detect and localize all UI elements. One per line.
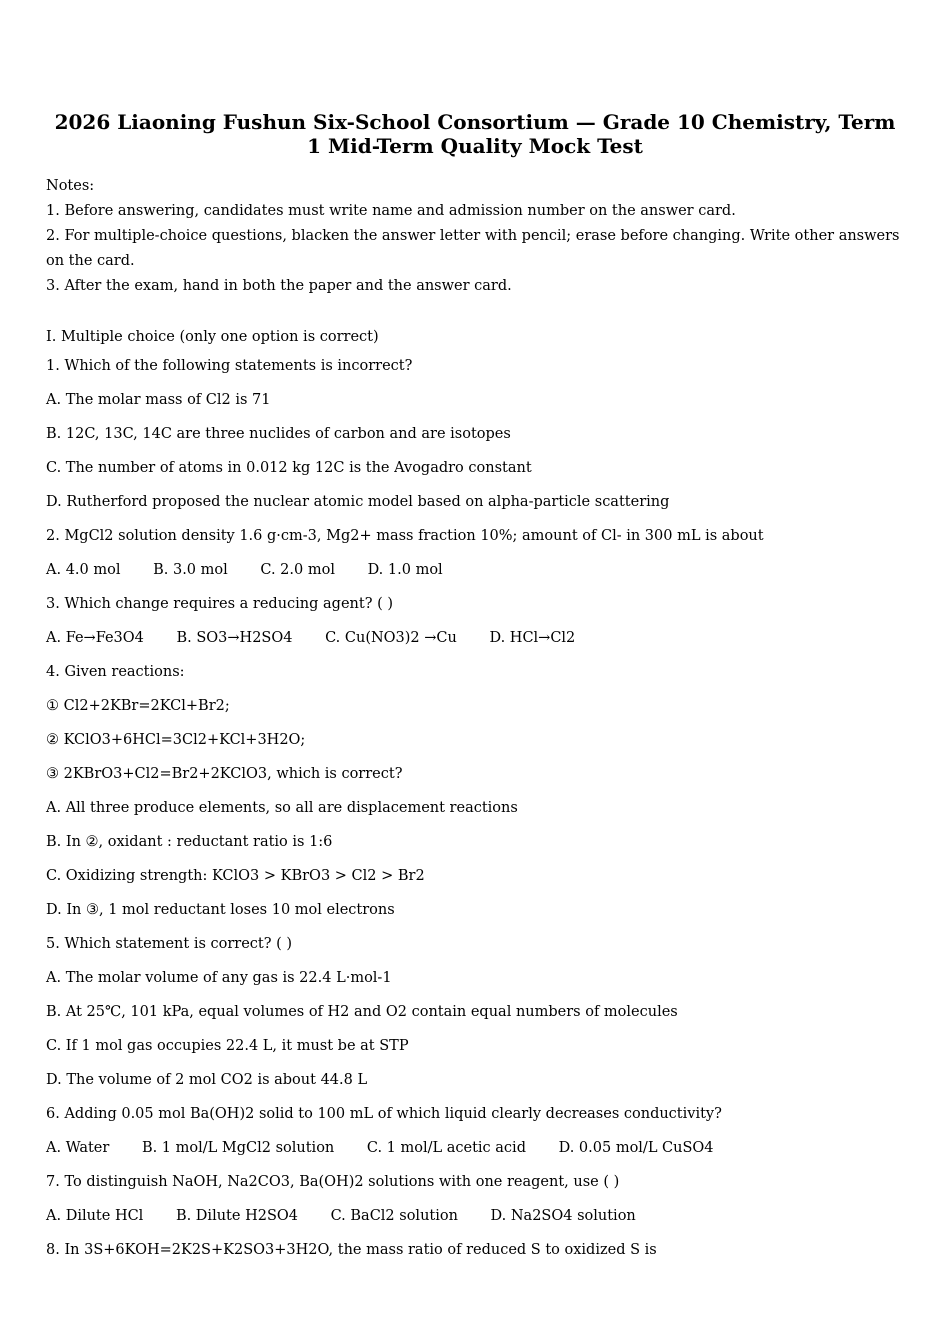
question-stem: 1. Which of the following statements is incorrect? [46,358,413,374]
question-options-row [46,1131,904,1165]
question-stem: 7. To distinguish NaOH, Na2CO3, Ba(OH)2 solutions with one reagent, use ( ) [46,1174,620,1190]
section-heading: I. Multiple choice (only one option is correct) [46,329,379,345]
question-option: D. The volume of 2 mol CO2 is about 44.8 L [46,1072,368,1088]
exam-title: 2026 Liaoning Fushun Six-School Consortium — Grade 10 Chemistry, Term 1 Mid-Term Quality Mock Test [54,110,896,158]
question-option: C. If 1 mol gas occupies 22.4 L, it must be at STP [46,1038,409,1054]
question-option: D. 0.05 mol/L CuSO4 [558,1140,714,1156]
notice-item: 1. Before answering, candidates must write name and admission number on the answer card. [46,203,736,219]
question-option: B. 1 mol/L MgCl2 solution [141,1140,335,1156]
question-option: C. Oxidizing strength: KClO3 > KBrO3 > Cl2 > Br2 [46,868,425,884]
question-option: D. Rutherford proposed the nuclear atomic model based on alpha-particle scattering [46,494,670,510]
question-option: C. BaCl2 solution [330,1208,458,1224]
question-option: B. Dilute H2SO4 [175,1208,298,1224]
reaction-line: ③ 2KBrO3+Cl2=Br2+2KClO3, which is correct? [46,766,403,782]
question-option: A. 4.0 mol [46,562,121,578]
question-options-row [46,1199,904,1233]
question-option: C. 1 mol/L acetic acid [366,1140,526,1156]
notice-item: 3. After the exam, hand in both the paper and the answer card. [46,278,512,294]
question-option: B. At 25℃, 101 kPa, equal volumes of H2 and O2 contain equal numbers of molecules [46,1004,678,1020]
question-options-row [46,553,904,587]
question-option: C. Cu(NO3)2 →Cu [325,630,457,646]
question-stem: 4. Given reactions: [46,664,185,680]
question-option: C. 2.0 mol [260,562,335,578]
question-option: B. SO3→H2SO4 [176,630,293,646]
question-stem: 8. In 3S+6KOH=2K2S+K2SO3+3H2O, the mass ratio of reduced S to oxidized S is [46,1242,657,1258]
question-option: A. The molar volume of any gas is 22.4 L·mol-1 [46,970,392,986]
question-option: A. Dilute HCl [46,1208,144,1224]
question-option: A. Water [46,1140,110,1156]
question-options-row [46,621,904,655]
question-option: D. In ③, 1 mol reductant loses 10 mol electrons [46,902,395,918]
question-option: B. 3.0 mol [153,562,228,578]
question-option: D. HCl→Cl2 [489,630,576,646]
notice-item: 2. For multiple-choice questions, blacken the answer letter with pencil; erase before changing. Write other answers on the card. [46,228,900,269]
question-option: A. The molar mass of Cl2 is 71 [46,392,271,408]
question-stem: 6. Adding 0.05 mol Ba(OH)2 solid to 100 mL of which liquid clearly decreases conductivity? [46,1106,722,1122]
question-stem: 3. Which change requires a reducing agent? ( ) [46,596,393,612]
question-option: A. Fe→Fe3O4 [46,630,144,646]
reaction-line: ① Cl2+2KBr=2KCl+Br2; [46,698,230,714]
question-stem: 2. MgCl2 solution density 1.6 g·cm-3, Mg2+ mass fraction 10%; amount of Cl- in 300 mL is about [46,528,764,544]
question-option: D. Na2SO4 solution [490,1208,636,1224]
question-option: C. The number of atoms in 0.012 kg 12C is the Avogadro constant [46,460,532,476]
question-option: A. All three produce elements, so all are displacement reactions [46,800,518,816]
question-option: B. 12C, 13C, 14C are three nuclides of carbon and are isotopes [46,426,511,442]
reaction-line: ② KClO3+6HCl=3Cl2+KCl+3H2O; [46,732,306,748]
question-option: B. In ②, oxidant : reductant ratio is 1:6 [46,834,333,850]
notice-block [46,174,904,299]
question-option: D. 1.0 mol [367,562,443,578]
question-stem: 5. Which statement is correct? ( ) [46,936,293,952]
notice-heading: Notes: [46,178,95,194]
